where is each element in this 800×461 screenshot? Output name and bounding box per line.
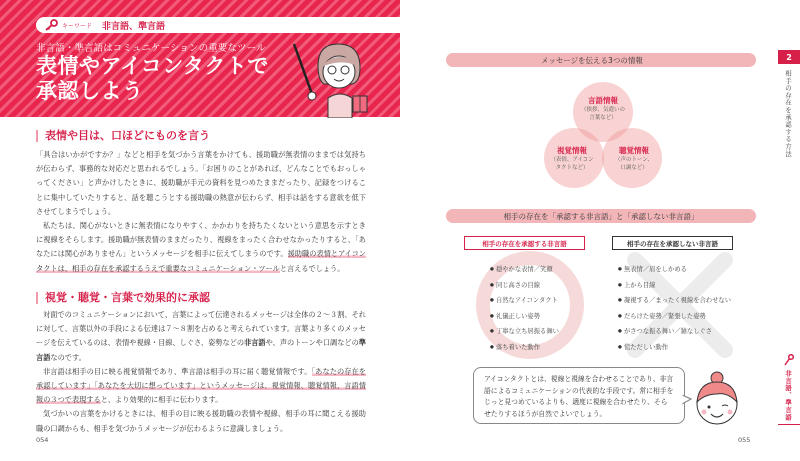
title-line-2: 承認しよう (36, 79, 144, 103)
section-heading-2: 視覚・聴覚・言葉で効果的に承認 (36, 292, 210, 304)
keyword-bar (36, 17, 400, 33)
speech-bubble: アイコンタクトとは、視線と視線を合わせることであり、非言語によるコミュニケーションの代表的な手段です。常に相手をじっと見つめているよりも、適度に視線を合わせたり、そらせたりするほうが自然でよいでしょう。 (473, 367, 685, 424)
highlighted-text: 「あなたの存在を承認しています」「あなたを大切に想っています」というメッセージは、視覚情報、聴覚情報、言語情報の３つで表現する (36, 366, 366, 405)
venn-desc: 言葉など） (589, 115, 617, 121)
venn-desc: （挨拶、気遣いの (580, 107, 625, 113)
section-heading-1: 表情や目は、口ほどにものを言う (36, 130, 210, 142)
list-item: ● 慌ただしい動作 (618, 340, 731, 356)
text-run: や、声のトーンや口調などの (265, 338, 359, 348)
venn-title: 聴覚情報 (619, 146, 649, 155)
highlighted-text: 援助職の表情とアイコンタクトは、相手の存在を承認するうえで重要なコミュニケーション・ツール (36, 249, 366, 273)
page-title (36, 54, 269, 104)
venn-desc: タクトなど） (555, 165, 589, 171)
list-item: ● がさつな振る舞い／雑なしぐさ (618, 324, 731, 340)
compare-header: 相手の存在を「承認する非言語」と「承認しない非言語」 (503, 211, 699, 221)
venn-title: 言語情報 (588, 96, 618, 105)
teacher-illustration (290, 36, 380, 118)
bubble-tail (682, 395, 692, 405)
side-divider (778, 424, 800, 425)
text-run: と、より効果的に相手に伝わります。 (100, 395, 223, 405)
list-item: ● 落ち着いた動作 (490, 340, 559, 356)
venn-header-bar (446, 53, 756, 67)
paragraph: 「具合はいかがですか？」などと相手を気づかう言葉をかけても、援助職が無表情のままでは気持ちが伝わらず、事務的な対応だと思われるでしょう。「お困りのことがあれば、どんなことでもおっしゃってください」と声かけしたときに、援助職が手元の資料を見つめたままだったり、記録をつけることに集中していたりすると、話を聴こうとする援助職の熱意が伝わらず、相手は話をする意欲を低下させてしまうでしょう。 (36, 150, 366, 216)
approve-label: 相手の存在を承認する非言語 (464, 236, 585, 250)
venn-label-auditory (604, 145, 664, 172)
text-run: 非言語は相手の目に映る視覚情報であり、準言語は相手の耳に届く聴覚情報です。 (43, 366, 312, 376)
list-item: ● 無表情／眉をしかめる (618, 262, 731, 278)
venn-diagram (538, 80, 688, 200)
subtitle: 非言語・準言語はコミュニケーションの重要なツール (36, 43, 266, 54)
venn-title: 視覚情報 (557, 146, 587, 155)
text-run: と言えるでしょう。 (279, 263, 345, 273)
paragraph: 気づかいの言葉をかけるときには、相手の目に映る援助職の表情や視線、相手の耳に聞こえる援助職の口調からも、相手を気づかうメッセージが伝わるように意識しましょう。 (36, 409, 366, 433)
page-number-right: 055 (738, 436, 751, 444)
paragraph (36, 219, 366, 276)
list-item: ● 礼儀正しい姿勢 (490, 309, 559, 325)
keyword-label: キーワード (62, 22, 93, 30)
girl-illustration (693, 370, 741, 428)
bold-term: 非言語 (244, 338, 266, 348)
venn-header: メッセージを伝える3つの情報 (541, 55, 643, 65)
list-item: ● 同じ高さの目線 (490, 278, 559, 294)
venn-desc: 口調など） (620, 165, 648, 171)
key-icon (44, 19, 58, 31)
bold-term: 準言語 (36, 338, 366, 362)
disapprove-label: 相手の存在を承認しない非言語 (612, 236, 733, 250)
chapter-title: 相手の存在を承認する方法 (784, 70, 791, 158)
text-run: 対面でのコミュニケーションにおいて、言葉によって伝達されるメッセージは全体の２～３割、それに対して、言葉以外の手段による伝達は７～８割を占めると考えられています。言葉より多くのメッセージを伝えているのは、表情や視線・目線、しぐさ、姿勢などの (36, 310, 366, 348)
approve-list (490, 262, 559, 355)
side-keyword: 非言語、準言語 (784, 370, 791, 422)
list-item: ● だらけた姿勢／緊張した姿勢 (618, 309, 731, 325)
text-run: 私たちは、関心がないときに無表情になりやすく、かかわりを持ちたくないという意思を示すときに視線をそらします。援助職が無表情のままだったり、視線をまったく合わせなかったりすると、「あなたには関心がありません」というメッセージを相手に伝えてしまうのです。 (36, 221, 366, 259)
paragraph (36, 365, 366, 408)
section-2-body (36, 308, 366, 436)
compare-header-bar (446, 209, 756, 223)
page-number-left: 054 (36, 436, 49, 444)
keyword-value: 非言語、準言語 (102, 21, 166, 32)
venn-desc: （表情、アイコン (550, 157, 594, 163)
list-item: ● 丁寧な立ち居振る舞い (490, 324, 559, 340)
text-run: なのです。 (50, 352, 86, 362)
list-item: ● 自然なアイコンタクト (490, 293, 559, 309)
header-banner (0, 0, 400, 117)
list-item: ● 穏やかな表情／笑顔 (490, 262, 559, 278)
disapprove-list (618, 262, 731, 355)
venn-label-verbal (573, 95, 633, 122)
chapter-tab: 2 (778, 50, 800, 64)
key-icon (784, 354, 794, 366)
list-item: ● 上から目線 (618, 278, 731, 294)
title-line-1: 表情やアイコンタクトで (36, 54, 269, 78)
venn-desc: （声のトーン、 (615, 157, 653, 163)
section-1-body (36, 148, 366, 276)
venn-label-visual (542, 145, 602, 172)
list-item: ● 凝視する／まったく視線を合わせない (618, 293, 731, 309)
paragraph (36, 308, 366, 365)
